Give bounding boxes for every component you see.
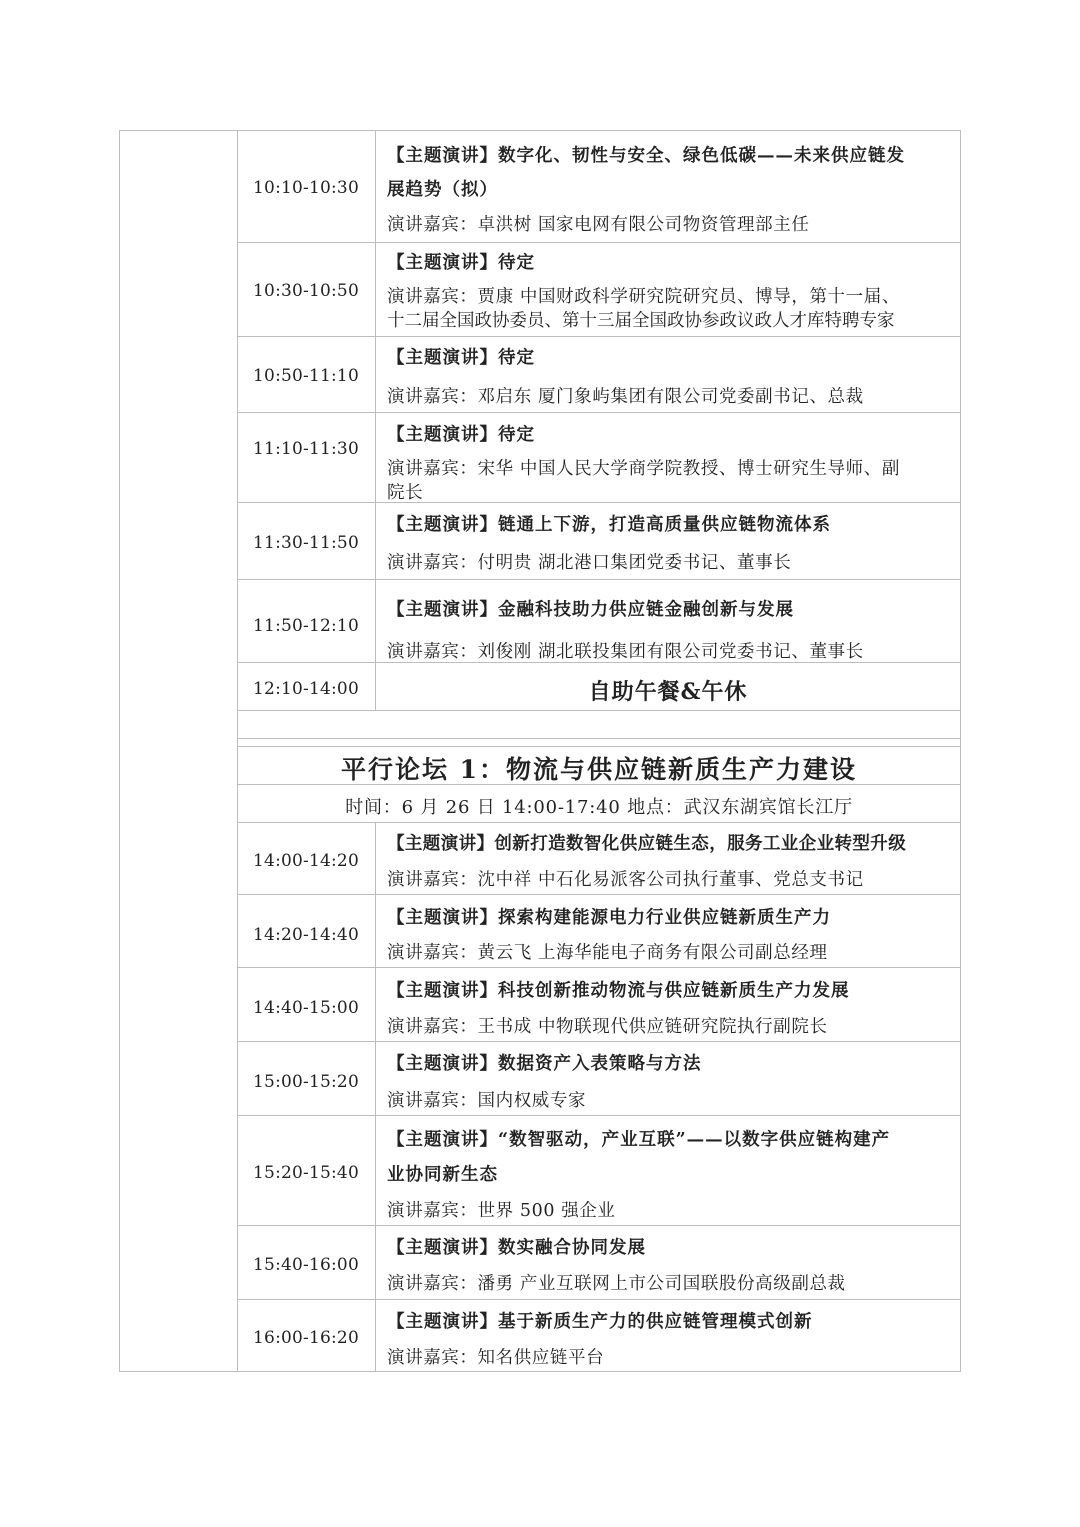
session-title: 【主题演讲】基于新质生产力的供应链管理模式创新 [387, 1312, 813, 1332]
session-speaker: 演讲嘉宾：潘勇 产业互联网上市公司国联股份高级副总裁 [387, 1274, 846, 1294]
row-divider [237, 1299, 961, 1300]
column-divider-time [375, 130, 376, 710]
session-speaker: 演讲嘉宾：国内权威专家 [387, 1091, 587, 1111]
session-time: 10:50-11:10 [253, 366, 359, 386]
column-divider-time-2 [375, 822, 376, 1372]
forum-title: 平行论坛 1：物流与供应链新质生产力建设 [340, 755, 858, 784]
lunch-label: 自助午餐&午休 [588, 679, 748, 705]
row-divider [237, 579, 961, 580]
session-title: 【主题演讲】探索构建能源电力行业供应链新质生产力 [387, 908, 831, 928]
session-speaker: 演讲嘉宾：贾康 中国财政科学研究院研究员、博导，第十一届、 [387, 287, 900, 307]
row-divider [237, 822, 961, 823]
row-divider [237, 1115, 961, 1116]
session-title: 【主题演讲】待定 [387, 253, 535, 273]
session-speaker-cont: 十二届全国政协委员、第十三届全国政协参政议政人才库特聘专家 [387, 311, 895, 331]
session-title-cont: 业协同新生态 [387, 1165, 498, 1185]
forum-info: 时间：6 月 26 日 14:00-17:40 地点：武汉东湖宾馆长江厅 [345, 797, 853, 818]
row-divider [237, 746, 961, 747]
session-time: 10:10-10:30 [253, 178, 359, 198]
session-speaker: 演讲嘉宾：宋华 中国人民大学商学院教授、博士研究生导师、副 [387, 459, 900, 479]
row-divider [237, 967, 961, 968]
session-speaker: 演讲嘉宾：王书成 中物联现代供应链研究院执行副院长 [387, 1017, 828, 1037]
session-time: 15:20-15:40 [253, 1163, 359, 1183]
session-time: 16:00-16:20 [253, 1328, 359, 1348]
lunch-time: 12:10-14:00 [253, 679, 359, 699]
session-speaker: 演讲嘉宾：付明贵 湖北港口集团党委书记、董事长 [387, 553, 792, 573]
row-divider [237, 894, 961, 895]
session-title: 【主题演讲】数据资产入表策略与方法 [387, 1054, 702, 1074]
session-title: 【主题演讲】创新打造数智化供应链生态，服务工业企业转型升级 [387, 834, 907, 854]
row-divider [237, 738, 961, 739]
row-divider [237, 710, 961, 711]
row-divider [237, 1041, 961, 1042]
session-title: 【主题演讲】“数智驱动，产业互联”——以数字供应链构建产 [387, 1130, 891, 1150]
session-time: 15:00-15:20 [253, 1072, 359, 1092]
row-divider [237, 1225, 961, 1226]
session-title: 【主题演讲】数实融合协同发展 [387, 1238, 646, 1258]
session-speaker: 演讲嘉宾：邓启东 厦门象屿集团有限公司党委副书记、总裁 [387, 387, 864, 407]
session-speaker: 演讲嘉宾：世界 500 强企业 [387, 1201, 616, 1221]
session-speaker: 演讲嘉宾：沈中祥 中石化易派客公司执行董事、党总支书记 [387, 870, 864, 890]
session-title: 【主题演讲】金融科技助力供应链金融创新与发展 [387, 600, 794, 620]
session-time: 11:10-11:30 [253, 439, 359, 459]
session-title: 【主题演讲】待定 [387, 425, 535, 445]
row-divider [237, 502, 961, 503]
session-title-cont: 展趋势（拟） [387, 180, 498, 200]
row-divider [237, 242, 961, 243]
row-divider [237, 336, 961, 337]
session-time: 11:50-12:10 [253, 616, 359, 636]
session-speaker: 演讲嘉宾：刘俊刚 湖北联投集团有限公司党委书记、董事长 [387, 642, 864, 662]
session-time: 11:30-11:50 [253, 533, 359, 553]
session-speaker-cont: 院长 [387, 483, 424, 503]
session-speaker: 演讲嘉宾：黄云飞 上海华能电子商务有限公司副总经理 [387, 943, 828, 963]
session-time: 14:40-15:00 [253, 998, 359, 1018]
session-time: 14:20-14:40 [253, 925, 359, 945]
session-title: 【主题演讲】待定 [387, 348, 535, 368]
session-time: 10:30-10:50 [253, 281, 359, 301]
row-divider [237, 412, 961, 413]
session-title: 【主题演讲】链通上下游，打造高质量供应链物流体系 [387, 515, 831, 535]
session-time: 15:40-16:00 [253, 1255, 359, 1275]
session-title: 【主题演讲】数字化、韧性与安全、绿色低碳——未来供应链发 [387, 146, 905, 166]
session-title: 【主题演讲】科技创新推动物流与供应链新质生产力发展 [387, 981, 850, 1001]
session-speaker: 演讲嘉宾：卓洪树 国家电网有限公司物资管理部主任 [387, 215, 810, 235]
session-time: 14:00-14:20 [253, 851, 359, 871]
session-speaker: 演讲嘉宾：知名供应链平台 [387, 1348, 605, 1368]
